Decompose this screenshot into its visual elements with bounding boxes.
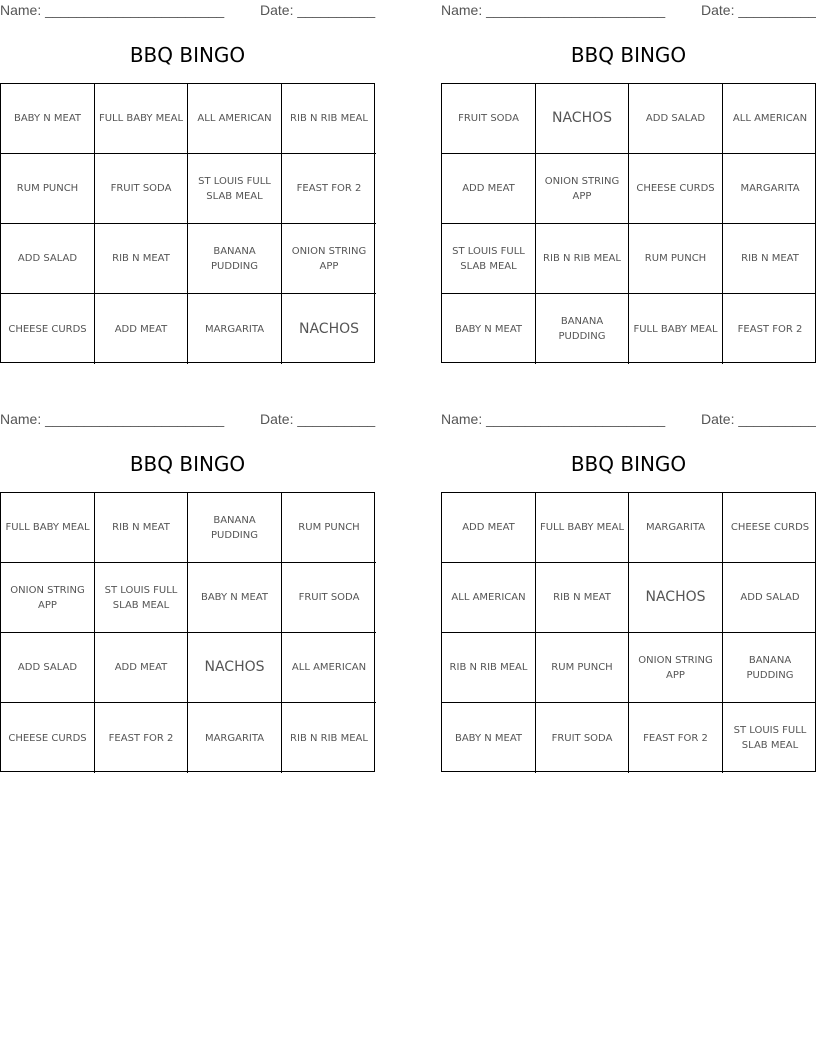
bingo-cell: BABY N MEAT	[442, 703, 536, 773]
date-field-label: Date: __________	[701, 411, 816, 427]
bingo-cell: RIB N RIB MEAL	[442, 633, 536, 703]
bingo-card	[0, 0, 375, 365]
bingo-cell: MARGARITA	[188, 703, 282, 773]
bingo-cell: FEAST FOR 2	[95, 703, 188, 773]
bingo-cell: ONION STRING APP	[1, 563, 95, 633]
name-field-label: Name: _______________________	[0, 2, 225, 18]
bingo-cell: ADD MEAT	[95, 294, 188, 364]
bingo-cell: NACHOS	[536, 84, 629, 154]
bingo-cell: RIB N RIB MEAL	[282, 84, 376, 154]
name-date-line	[0, 2, 375, 20]
bingo-cell: FEAST FOR 2	[737, 323, 803, 335]
bingo-cell: ST LOUIS FULL SLAB MEAL	[188, 154, 282, 224]
bingo-cell: FULL BABY MEAL	[629, 294, 723, 364]
bingo-grid	[0, 492, 375, 772]
bingo-cell: RIB N RIB MEAL	[290, 732, 368, 744]
name-date-line	[0, 411, 375, 429]
bingo-cell: FRUIT SODA	[95, 154, 188, 224]
bingo-cell: ADD MEAT	[442, 493, 536, 563]
name-date-line	[441, 411, 816, 429]
bingo-cell: RUM PUNCH	[282, 493, 376, 563]
bingo-cell: FULL BABY MEAL	[1, 493, 95, 563]
bingo-cell: BANANA PUDDING	[188, 493, 282, 563]
card-title: BBQ BINGO	[570, 452, 687, 476]
bingo-cell: FRUIT SODA	[282, 563, 376, 633]
bingo-cell: CHEESE CURDS	[1, 703, 95, 773]
bingo-cell: ST LOUIS FULL SLAB MEAL	[733, 725, 807, 751]
bingo-cell: CHEESE CURDS	[1, 294, 95, 364]
bingo-cell: CHEESE CURDS	[629, 154, 723, 224]
bingo-cell: RIB N MEAT	[95, 224, 188, 294]
date-field-label: Date: __________	[701, 2, 816, 18]
card-title: BBQ BINGO	[570, 43, 687, 67]
bingo-cell: ADD MEAT	[442, 154, 536, 224]
bingo-cell: BANANA PUDDING	[188, 224, 282, 294]
bingo-cell: RIB N RIB MEAL	[536, 224, 629, 294]
bingo-cell: ADD SALAD	[1, 633, 95, 703]
date-field-label: Date: __________	[260, 411, 376, 427]
bingo-cell: NACHOS	[629, 563, 723, 633]
bingo-cell: MARGARITA	[723, 154, 816, 224]
bingo-cell: FEAST FOR 2	[629, 703, 723, 773]
bingo-cell: BANANA PUDDING	[723, 633, 816, 703]
bingo-card	[441, 0, 816, 365]
date-field-label: Date: __________	[260, 2, 376, 18]
bingo-cell: BABY N MEAT	[1, 84, 95, 154]
bingo-cell: ALL AMERICAN	[442, 563, 536, 633]
name-field-label: Name: _______________________	[441, 411, 666, 427]
bingo-cell: BANANA PUDDING	[536, 294, 629, 364]
bingo-cell: NACHOS	[298, 320, 359, 337]
bingo-cell: FRUIT SODA	[442, 84, 536, 154]
bingo-cell: ALL AMERICAN	[282, 633, 376, 703]
bingo-card	[441, 409, 816, 774]
bingo-grid	[441, 83, 816, 363]
bingo-cell: ALL AMERICAN	[188, 84, 282, 154]
bingo-cell: NACHOS	[188, 633, 282, 703]
bingo-cell: RIB N MEAT	[723, 224, 816, 294]
bingo-cell: MARGARITA	[188, 294, 282, 364]
bingo-cell: ST LOUIS FULL SLAB MEAL	[95, 563, 188, 633]
bingo-card	[0, 409, 375, 774]
bingo-grid	[441, 492, 816, 772]
card-title: BBQ BINGO	[129, 452, 246, 476]
bingo-cell: CHEESE CURDS	[723, 493, 816, 563]
name-field-label: Name: _______________________	[0, 411, 225, 427]
card-title: BBQ BINGO	[129, 43, 246, 67]
bingo-cell: RUM PUNCH	[1, 154, 95, 224]
bingo-cell: BABY N MEAT	[188, 563, 282, 633]
bingo-cell: RUM PUNCH	[629, 224, 723, 294]
bingo-cell: FULL BABY MEAL	[95, 84, 188, 154]
bingo-cell: ONION STRING APP	[282, 224, 376, 294]
bingo-cell: FRUIT SODA	[536, 703, 629, 773]
bingo-cell: FEAST FOR 2	[282, 154, 376, 224]
bingo-cell: ADD SALAD	[1, 224, 95, 294]
bingo-cell: ADD SALAD	[629, 84, 723, 154]
bingo-cell: FULL BABY MEAL	[536, 493, 629, 563]
bingo-cell: ALL AMERICAN	[723, 84, 816, 154]
bingo-cell: ADD MEAT	[95, 633, 188, 703]
bingo-cell: ONION STRING APP	[629, 633, 723, 703]
bingo-cell: RIB N MEAT	[95, 493, 188, 563]
bingo-cell: ST LOUIS FULL SLAB MEAL	[442, 224, 536, 294]
bingo-grid	[0, 83, 375, 363]
name-date-line	[441, 2, 816, 20]
name-field-label: Name: _______________________	[441, 2, 666, 18]
bingo-cell: RIB N MEAT	[536, 563, 629, 633]
bingo-cell: RUM PUNCH	[536, 633, 629, 703]
bingo-cell: MARGARITA	[629, 493, 723, 563]
bingo-cell: BABY N MEAT	[442, 294, 536, 364]
bingo-cell: ONION STRING APP	[536, 154, 629, 224]
bingo-cell: ADD SALAD	[723, 563, 816, 633]
